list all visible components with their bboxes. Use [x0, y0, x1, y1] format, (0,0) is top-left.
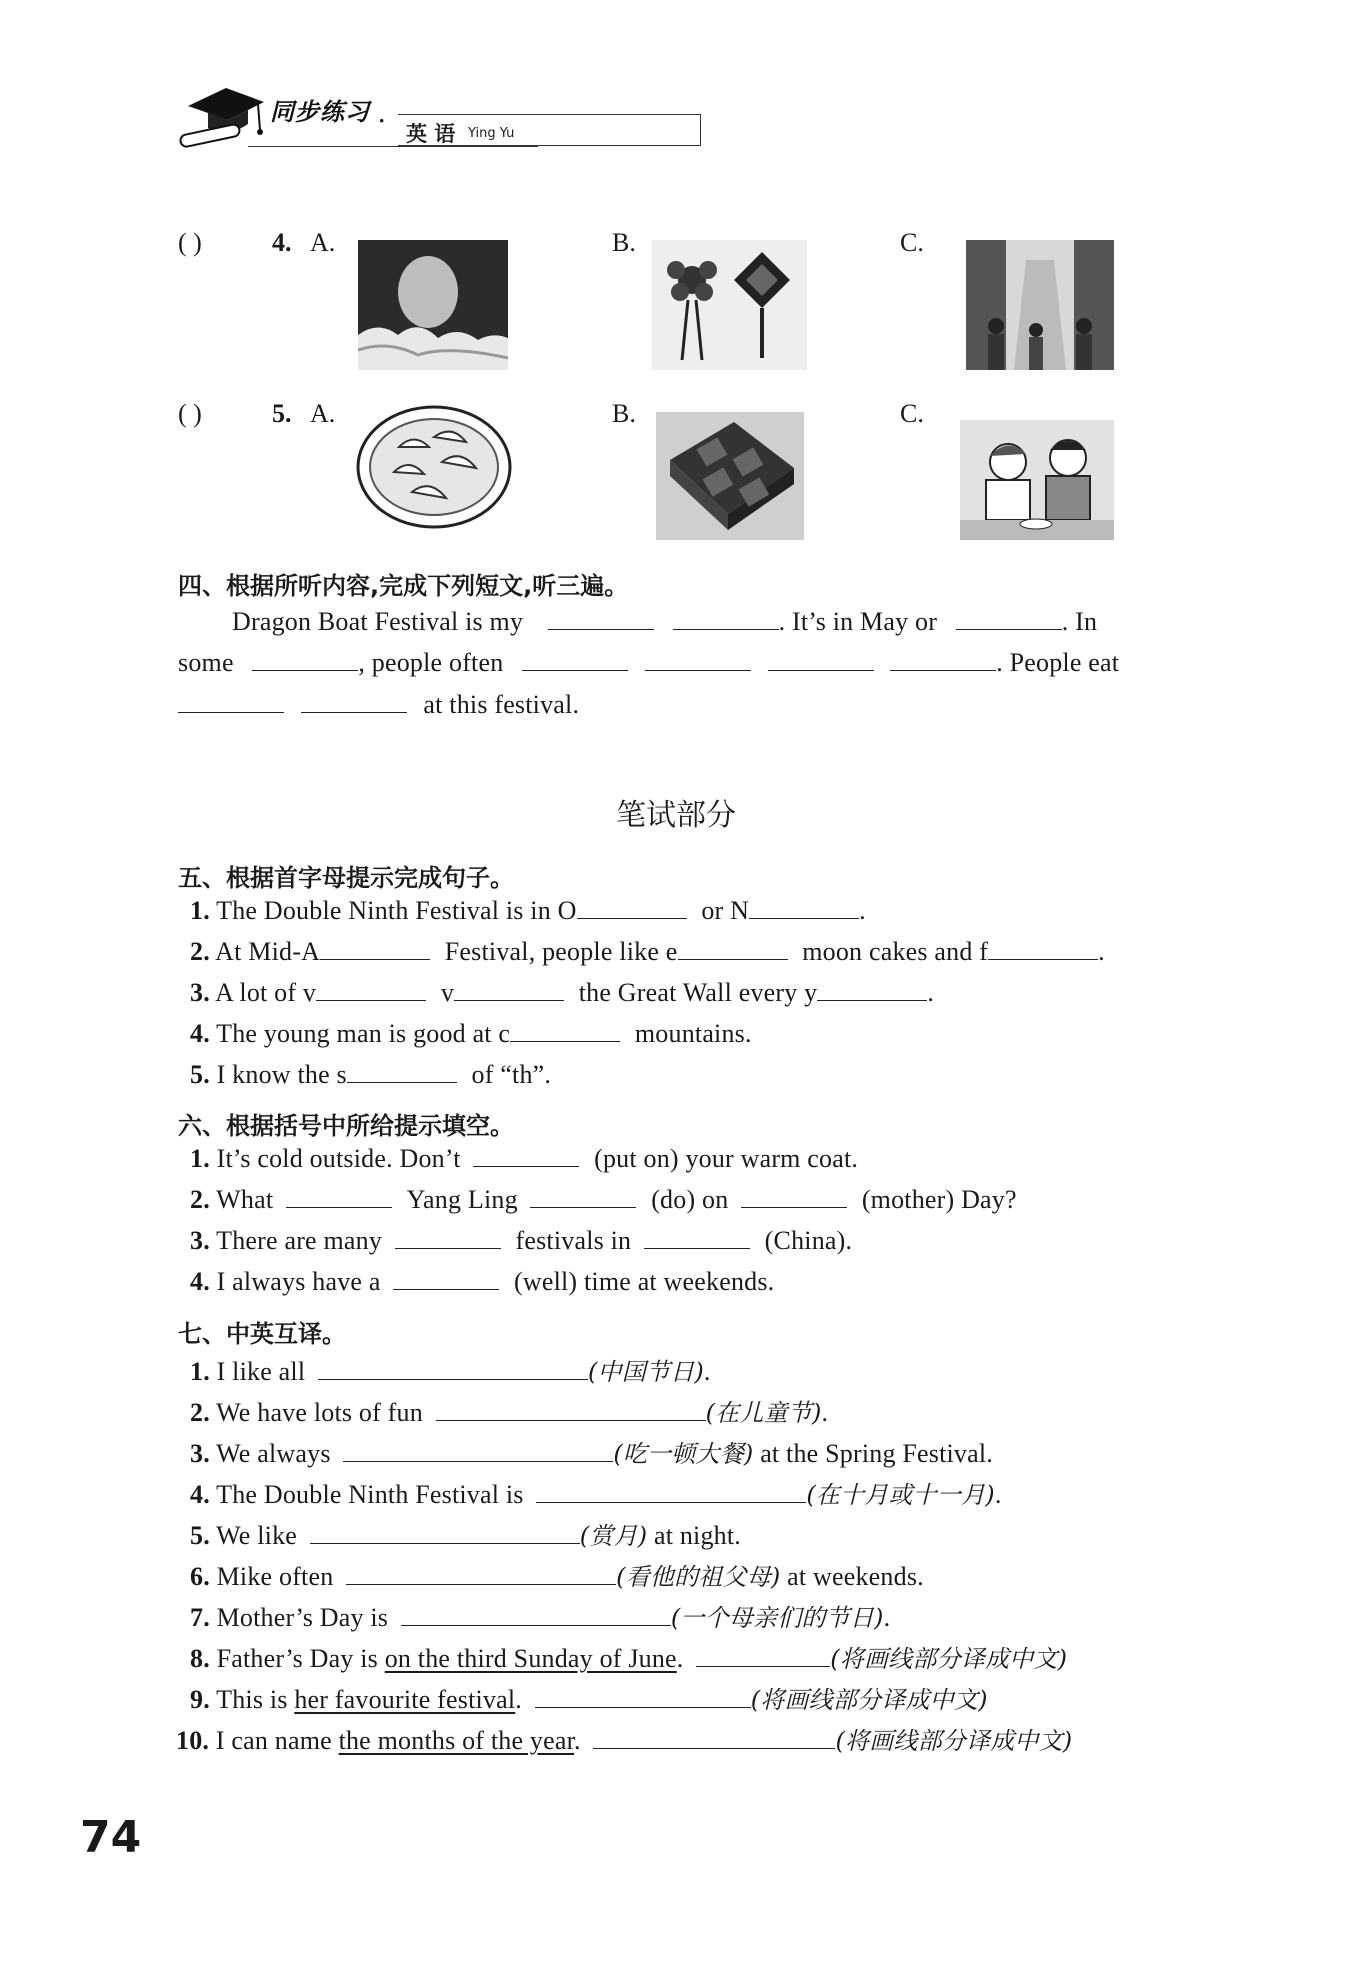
q4-number: 4.	[272, 228, 292, 257]
section4-line-2	[178, 648, 1119, 678]
s6-item-4: 4. I always have a (well) time at weekends.	[190, 1267, 775, 1296]
answer-blank[interactable]	[988, 958, 1098, 960]
s7-item-8: 8. Father’s Day is on the third Sunday of June. (将画线部分译成中文)	[190, 1644, 1068, 1673]
section4-line-1	[232, 607, 1097, 637]
answer-blank[interactable]	[343, 1460, 613, 1462]
passage-text: , people often	[358, 648, 504, 677]
answer-blank[interactable]	[320, 958, 430, 960]
answer-blank[interactable]	[530, 1206, 636, 1208]
answer-blank[interactable]	[645, 669, 751, 671]
answer-blank[interactable]	[401, 1624, 671, 1626]
s7-item-2: 2. We have lots of fun (在儿童节).	[190, 1398, 829, 1427]
graduation-cap-icon	[178, 84, 268, 154]
answer-blank[interactable]	[593, 1747, 835, 1749]
passage-text: . In	[1061, 607, 1098, 636]
answer-blank[interactable]	[673, 628, 779, 630]
answer-blank[interactable]	[436, 1419, 706, 1421]
section7-heading: 七、中英互译。	[178, 1320, 346, 1348]
q5-option-c: C.	[900, 399, 924, 428]
passage-text: Dragon Boat Festival is my	[232, 607, 524, 636]
answer-blank[interactable]	[318, 1378, 588, 1380]
s6-item-1: 1. It’s cold outside. Don’t (put on) your warm coat.	[190, 1144, 859, 1173]
s7-item-10: 10. I can name the months of the year. (将画线部分译成中文)	[176, 1726, 1073, 1755]
answer-blank[interactable]	[510, 1040, 620, 1042]
answer-blank[interactable]	[696, 1665, 830, 1667]
answer-blank[interactable]	[286, 1206, 392, 1208]
answer-blank[interactable]	[741, 1206, 847, 1208]
s5-item-1: 1. The Double Ninth Festival is in O or N .	[190, 896, 866, 925]
s5-item-2: 2. At Mid-A Festival, people like e moon cakes and f .	[190, 937, 1105, 966]
answer-blank[interactable]	[316, 999, 426, 1001]
mooncakes-box-image	[656, 412, 804, 540]
full-moon-image	[358, 240, 508, 370]
answer-blank[interactable]	[310, 1542, 580, 1544]
answer-blank[interactable]	[395, 1247, 501, 1249]
s7-item-7: 7. Mother’s Day is (一个母亲们的节日).	[190, 1603, 891, 1632]
q5-option-b: B.	[612, 399, 636, 428]
header-rule	[248, 146, 538, 147]
answer-blank[interactable]	[473, 1165, 579, 1167]
people-walking-trail-image	[966, 240, 1114, 370]
s7-item-9: 9. This is her favourite festival. (将画线部分译成中文)	[190, 1685, 988, 1714]
q4-paren: ( )	[178, 228, 202, 257]
subject-pinyin: Ying Yu	[468, 126, 515, 141]
q5-option-a: A.	[310, 399, 336, 428]
passage-text: some	[178, 648, 234, 677]
section6-heading: 六、根据括号中所给提示填空。	[178, 1112, 514, 1140]
q5-number: 5.	[272, 399, 292, 428]
s7-item-4: 4. The Double Ninth Festival is (在十月或十一月).	[190, 1480, 1002, 1509]
boys-eating-image	[960, 420, 1114, 540]
q4-option-a: A.	[310, 228, 336, 257]
s5-item-3: 3. A lot of v v the Great Wall every y .	[190, 978, 935, 1007]
subject-label: 英 语	[406, 122, 456, 146]
answer-blank[interactable]	[301, 711, 407, 713]
answer-blank[interactable]	[768, 669, 874, 671]
section5-heading: 五、根据首字母提示完成句子。	[178, 864, 514, 892]
answer-blank[interactable]	[178, 711, 284, 713]
answer-blank[interactable]	[817, 999, 927, 1001]
answer-blank[interactable]	[535, 1706, 751, 1708]
passage-text: . People eat	[996, 648, 1120, 677]
s7-item-5: 5. We like (赏月) at night.	[190, 1521, 741, 1550]
answer-blank[interactable]	[749, 917, 859, 919]
answer-blank[interactable]	[890, 669, 996, 671]
chinese-knot-image	[652, 240, 807, 370]
passage-text: at this festival.	[423, 690, 580, 719]
book-header	[178, 84, 538, 156]
q4-option-c: C.	[900, 228, 924, 257]
answer-blank[interactable]	[548, 628, 654, 630]
s5-item-5: 5. I know the s of “th”.	[190, 1060, 552, 1089]
q4-option-b: B.	[612, 228, 636, 257]
answer-blank[interactable]	[956, 628, 1062, 630]
s6-item-3: 3. There are many festivals in (China).	[190, 1226, 853, 1255]
answer-blank[interactable]	[577, 917, 687, 919]
dumplings-plate-image	[354, 402, 514, 532]
answer-blank[interactable]	[252, 669, 358, 671]
page-number: 74	[80, 1812, 142, 1863]
s7-item-3: 3. We always (吃一顿大餐) at the Spring Festival.	[190, 1439, 993, 1468]
answer-blank[interactable]	[347, 1081, 457, 1083]
answer-blank[interactable]	[454, 999, 564, 1001]
answer-blank[interactable]	[393, 1288, 499, 1290]
answer-blank[interactable]	[536, 1501, 806, 1503]
book-title: 同步练习	[270, 98, 370, 126]
q5-paren: ( )	[178, 399, 202, 428]
answer-blank[interactable]	[522, 669, 628, 671]
answer-blank[interactable]	[644, 1247, 750, 1249]
s6-item-2: 2. What Yang Ling (do) on (mother) Day?	[190, 1185, 1017, 1214]
section4-line-3	[178, 690, 579, 720]
answer-blank[interactable]	[678, 958, 788, 960]
passage-text: . It’s in May or	[778, 607, 938, 636]
written-part-title: 笔试部分	[616, 798, 736, 833]
s5-item-4: 4. The young man is good at c mountains.	[190, 1019, 752, 1048]
header-dot: ·	[378, 108, 386, 133]
section4-heading: 四、根据所听内容,完成下列短文,听三遍。	[178, 572, 629, 600]
s7-item-1: 1. I like all (中国节日).	[190, 1357, 711, 1386]
answer-blank[interactable]	[346, 1583, 616, 1585]
s7-item-6: 6. Mike often (看他的祖父母) at weekends.	[190, 1562, 924, 1591]
